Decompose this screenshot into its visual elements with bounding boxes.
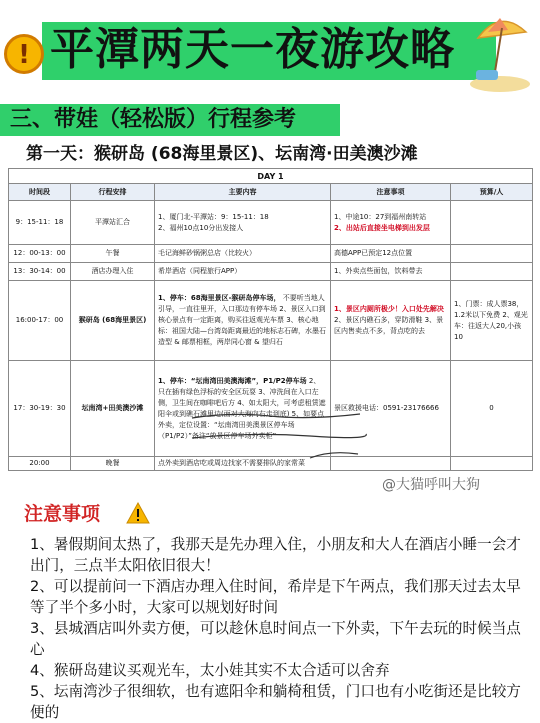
watermark: @大猫呼叫大狗 (382, 477, 480, 493)
cell-budget (451, 201, 533, 245)
cell-time: 12：00-13：00 (9, 245, 71, 263)
exclamation-icon: ! (4, 34, 44, 74)
notes-line-important: 2、出站后直接坐电梯到出发层 (334, 223, 430, 232)
cell-notes: 高德APP已预定12点位置 (331, 245, 451, 263)
note-item: 5、坛南湾沙子很细软，也有遮阳伞和躺椅租赁，门口也有小吃街还是比较方便的 (30, 683, 521, 721)
table-header-row (9, 184, 533, 201)
table-row (9, 281, 533, 361)
header-plan: 行程安排 (71, 184, 155, 201)
section-title: 三、带娃（轻松版）行程参考 (10, 107, 297, 132)
cell-budget (451, 457, 533, 471)
note-item: 2、可以提前问一下酒店办理入住时间，希岸是下午两点，我们那天过去太早等了半个多小时，大家可以规划好时间 (30, 578, 521, 616)
cell-plan: 晚餐 (71, 457, 155, 471)
notes-line-important: 1、景区内厕所极少！入口处先解决 (334, 305, 444, 313)
cell-time: 17：30-19：30 (9, 361, 71, 457)
table-row (9, 361, 533, 457)
table-row (9, 245, 533, 263)
beach-umbrella-icon (468, 4, 532, 94)
itinerary-table (8, 168, 533, 471)
content-bold: 1、停车：68海里景区-猴研岛停车场， (158, 294, 281, 302)
header-notes: 注意事项 (331, 184, 451, 201)
warning-icon (126, 502, 150, 524)
cell-budget (451, 245, 533, 263)
day-label: DAY 1 (9, 169, 533, 184)
notes-list (30, 534, 530, 723)
cell-notes: 1、外卖点些面包，饮料带去 (331, 263, 451, 281)
table-row (9, 201, 533, 245)
content-line: 2、福州10点10分出发接人 (158, 223, 244, 232)
cell-plan: 猴研岛 (68海里景区) (71, 281, 155, 361)
content-text: 2、只在插有绿色浮标的安全区玩耍 3、冲洗间在入口左侧，卫生间在咖啡吧后方 4、如太阳大，可考虑租赁遮阳伞或到礁石滩里边(面对大海向右走到底) 5、如要点外卖，定位设置：“坛南湾田美澳景区停车场（P1/P2）”备注“放景区停车场外卖柜” (158, 376, 326, 440)
cell-plan: 平潭站汇合 (71, 201, 155, 245)
cell-notes (331, 457, 451, 471)
note-item: 1、暑假期间太热了，我那天是先办理入住，小朋友和大人在酒店小睡一会才出门，三点半太阳依旧很大！ (30, 536, 521, 574)
note-item: 3、县城酒店叫外卖方便，可以趁休息时间点一下外卖，下午去玩的时候当点心 (30, 620, 521, 658)
cell-content (155, 201, 331, 245)
cell-time: 13：30-14：00 (9, 263, 71, 281)
cell-plan: 坛南湾+田美澳沙滩 (71, 361, 155, 457)
cell-budget (451, 263, 533, 281)
note-item: 4、猴研岛建议买观光车，太小娃其实不太合适可以舍弃 (30, 662, 390, 679)
notes-title: 注意事项 (24, 503, 101, 525)
header-content: 主要内容 (155, 184, 331, 201)
content-text: 不要听当地人引导，一直往里开，入口那边有停车场 2、景区入口到核心景点有一定距离，购买往返观光车票 3、核心地标：祖国大陆—台湾岛距离最近的地标志石碑，水墨石造型 & 邮票相框，两岸同心窗 & 望归石 (158, 294, 326, 346)
content-bold: 1、停车：“坛南湾田美澳海滩”，P1/P2停车场 (158, 376, 307, 385)
notes-line: 1、中途10：27到福州南转站 (334, 212, 427, 221)
cell-content (155, 281, 331, 361)
cell-plan: 酒店办理入住 (71, 263, 155, 281)
cell-time: 16:00-17：00 (9, 281, 71, 361)
content-line: 1、厦门北-平潭站：9：15-11：18 (158, 212, 269, 221)
day-title: 第一天：猴研岛 (68海里景区)、坛南湾·田美澳沙滩 (26, 144, 418, 164)
cell-time: 20:00 (9, 457, 71, 471)
notes-line: 2、景区内礁石多，穿防滑鞋 3、景区内售卖点不多，背点吃的去 (334, 316, 444, 335)
header-budget: 预算/人 (451, 184, 533, 201)
table-row (9, 263, 533, 281)
table-row (9, 457, 533, 471)
cell-budget: 1、门票：成人票38，1.2米以下免费 2、观光车：往返大人20,小孩10 (451, 281, 533, 361)
day-label-row (9, 169, 533, 184)
cell-content: 毛记海鲜砂锅粥总店（比较火） (155, 245, 331, 263)
cell-notes (331, 281, 451, 361)
cell-plan: 午餐 (71, 245, 155, 263)
cell-notes: 景区救援电话：0591-23176666 (331, 361, 451, 457)
cell-content: 点外卖到酒店吃或周边找家不需要排队的家常菜 (155, 457, 331, 471)
cell-content (155, 361, 331, 457)
header (0, 0, 540, 92)
page-title: 平潭两天一夜游攻略 (50, 24, 455, 75)
cell-budget: 0 (451, 361, 533, 457)
cell-notes (331, 201, 451, 245)
cell-time: 9：15-11：18 (9, 201, 71, 245)
cell-content: 希岸酒店（同程旅行APP） (155, 263, 331, 281)
header-time: 时间段 (9, 184, 71, 201)
